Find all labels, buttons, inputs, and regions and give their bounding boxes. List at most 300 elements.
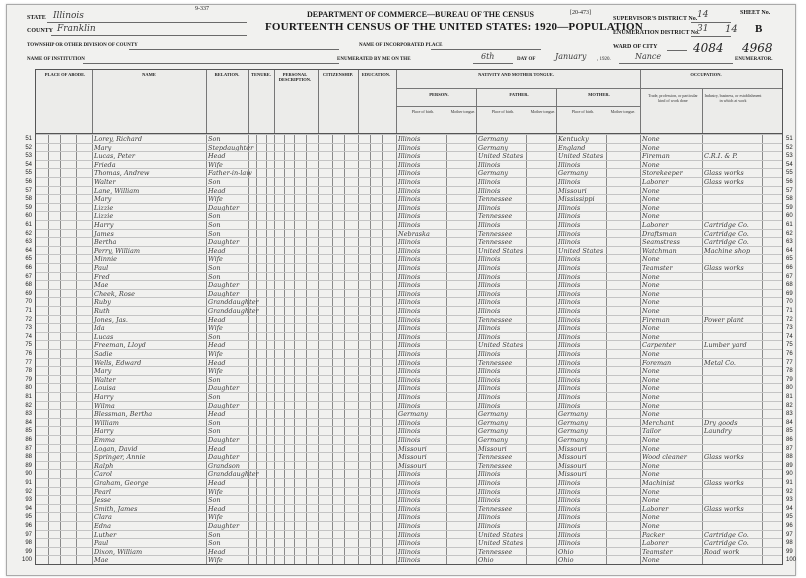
- group-place-of-abode: PLACE OF ABODE.: [44, 72, 86, 77]
- cell-relation: Head: [208, 410, 226, 419]
- cell-name: Lucas: [94, 332, 114, 341]
- cell-mother-birthplace: Missouri: [558, 186, 587, 195]
- cell-mother-birthplace: Illinois: [558, 401, 581, 410]
- line-number-right: 54: [786, 161, 793, 168]
- line-number: 86: [25, 437, 32, 443]
- line-number: 52: [25, 144, 32, 151]
- cell-father-birthplace: Illinois: [478, 367, 501, 376]
- cell-mother-birthplace: Illinois: [558, 479, 581, 487]
- cell-birthplace: Illinois: [398, 496, 421, 505]
- ed-label: ENUMERATION DISTRICT No.: [613, 30, 700, 36]
- cell-occupation: Laborer: [642, 539, 669, 548]
- cell-relation: Grandson: [208, 461, 240, 470]
- line-number-right: 96: [786, 523, 793, 529]
- cell-occupation: None: [642, 350, 660, 358]
- cell-name: Blessman, Bertha: [94, 410, 153, 419]
- cell-father-birthplace: Ohio: [478, 556, 494, 565]
- cell-name: Edna: [94, 522, 111, 530]
- county-value: Franklin: [57, 24, 96, 34]
- cell-name: Frieda: [94, 160, 116, 169]
- cell-birthplace: Illinois: [398, 401, 421, 410]
- cell-name: James: [94, 229, 114, 238]
- hdr-rule: [396, 88, 640, 89]
- line-number-right: 52: [786, 144, 793, 151]
- cell-father-birthplace: Germany: [478, 418, 509, 427]
- cell-birthplace: Illinois: [398, 135, 421, 143]
- cell-mother-birthplace: Germany: [558, 169, 589, 178]
- cell-relation: Head: [208, 315, 226, 324]
- cell-mother-birthplace: United States: [558, 246, 604, 255]
- group-name: NAME: [142, 72, 156, 77]
- cell-father-birthplace: Tennessee: [478, 195, 513, 204]
- cell-relation: Wife: [208, 324, 223, 333]
- cell-industry: Machine shop: [704, 246, 751, 255]
- line-number: 72: [25, 316, 32, 323]
- cell-occupation: Fireman: [642, 152, 670, 161]
- line-number: 51: [25, 136, 32, 142]
- hdr-rule: [206, 70, 207, 134]
- cell-relation: Son: [208, 212, 221, 221]
- cell-birthplace: Illinois: [398, 238, 421, 247]
- cell-father-birthplace: Germany: [478, 436, 509, 444]
- cell-birthplace: Illinois: [398, 427, 421, 436]
- line-number: 54: [25, 161, 32, 168]
- cell-name: Mary: [94, 367, 112, 376]
- cell-industry: Glass works: [704, 264, 744, 272]
- line-number-right: 75: [786, 342, 793, 349]
- hdr-rule: [556, 88, 557, 134]
- cell-mother-birthplace: Illinois: [558, 539, 581, 548]
- line-number: 75: [25, 342, 32, 349]
- cell-name: Harry: [94, 221, 114, 229]
- cell-father-birthplace: Tennessee: [478, 461, 513, 470]
- cell-mother-birthplace: Ohio: [558, 547, 574, 556]
- cell-birthplace: Illinois: [398, 332, 421, 341]
- line-number-right: 61: [786, 222, 793, 228]
- year-printed: , 1920.: [597, 57, 611, 62]
- line-number-right: 88: [786, 454, 793, 461]
- cell-father-birthplace: Illinois: [478, 393, 501, 401]
- cell-relation: Son: [208, 272, 221, 281]
- line-number: 58: [25, 196, 32, 203]
- cell-relation: Wife: [208, 556, 223, 565]
- cell-father-birthplace: Illinois: [478, 298, 501, 307]
- line-number: 65: [25, 256, 32, 263]
- ward-label: WARD OF CITY: [613, 44, 658, 50]
- group-education: EDUCATION.: [361, 72, 391, 77]
- cell-industry: Glass works: [704, 178, 744, 186]
- township-underline: [129, 49, 339, 50]
- line-number: 98: [25, 540, 32, 547]
- cell-occupation: None: [642, 436, 660, 444]
- cell-mother-birthplace: Illinois: [558, 504, 581, 513]
- cell-mother-birthplace: Germany: [558, 427, 589, 436]
- cell-birthplace: Illinois: [398, 298, 421, 307]
- supervisor-underline: [691, 22, 731, 23]
- cell-birthplace: Illinois: [398, 341, 421, 350]
- county-underline: [51, 35, 247, 36]
- line-number: 60: [25, 213, 32, 220]
- hdr-rule: [358, 70, 359, 134]
- cell-name: Paul: [94, 264, 109, 272]
- cell-name: Bertha: [94, 238, 117, 247]
- cell-birthplace: Illinois: [398, 203, 421, 212]
- cell-occupation: Laborer: [642, 504, 669, 513]
- line-number: 94: [25, 505, 32, 512]
- cell-mother-birthplace: Illinois: [558, 384, 581, 393]
- cell-occupation: None: [642, 496, 660, 505]
- cell-mother-birthplace: Illinois: [558, 307, 581, 315]
- cell-relation: Wife: [208, 350, 223, 358]
- day-of-label: DAY OF: [517, 57, 536, 62]
- line-number-right: 59: [786, 204, 793, 211]
- cell-relation: Daughter: [208, 522, 240, 530]
- line-number: 83: [25, 411, 32, 418]
- cell-mother-birthplace: Illinois: [558, 289, 581, 298]
- cell-relation: Daughter: [208, 203, 240, 212]
- cell-mother-birthplace: Illinois: [558, 358, 581, 367]
- cell-name: Walter: [94, 178, 116, 186]
- cell-name: Emma: [94, 436, 115, 444]
- table-row: [21, 555, 797, 565]
- cell-occupation: None: [642, 367, 660, 376]
- cell-father-birthplace: Illinois: [478, 186, 501, 195]
- line-number-right: 89: [786, 462, 793, 469]
- cell-occupation: None: [642, 135, 660, 143]
- cell-occupation: None: [642, 186, 660, 195]
- nativity-mother: MOTHER.: [588, 92, 610, 97]
- hdr-rule: [248, 70, 249, 134]
- group-nativity: NATIVITY AND MOTHER TONGUE.: [478, 72, 554, 77]
- cell-relation: Head: [208, 358, 226, 367]
- cell-occupation: None: [642, 393, 660, 401]
- cell-father-birthplace: Illinois: [478, 178, 501, 186]
- cell-name: Mary: [94, 143, 112, 152]
- cell-name: Jones, Jas.: [94, 315, 128, 324]
- line-number-right: 99: [786, 548, 793, 555]
- cell-occupation: None: [642, 255, 660, 264]
- cell-relation: Wife: [208, 367, 223, 376]
- cell-occupation: Tailor: [642, 427, 661, 436]
- line-number: 95: [25, 514, 32, 521]
- cell-relation: Wife: [208, 513, 223, 522]
- line-number-right: 66: [786, 265, 793, 271]
- cell-relation: Son: [208, 539, 221, 548]
- cell-name: Luther: [94, 530, 117, 539]
- line-number-right: 92: [786, 488, 793, 495]
- cell-father-birthplace: United States: [478, 152, 524, 161]
- cell-relation: Daughter: [208, 289, 240, 298]
- month-value: January: [555, 52, 587, 61]
- cell-birthplace: Illinois: [398, 367, 421, 376]
- enumerated-label: ENUMERATED BY ME ON THE: [337, 57, 411, 62]
- cell-father-birthplace: Illinois: [478, 289, 501, 298]
- cell-mother-birthplace: Illinois: [558, 496, 581, 505]
- cell-father-birthplace: Illinois: [478, 496, 501, 505]
- cell-name: Paul: [94, 539, 109, 548]
- enumerator-label: ENUMERATOR.: [735, 57, 773, 62]
- cell-occupation: None: [642, 143, 660, 152]
- line-number-right: 90: [786, 471, 793, 478]
- cell-name: Thomas, Andrew: [94, 169, 150, 178]
- county-label: COUNTY: [27, 28, 54, 34]
- cell-name: Freeman, Lloyd: [94, 341, 146, 350]
- cell-relation: Son: [208, 393, 221, 401]
- cell-relation: Head: [208, 504, 226, 513]
- cell-mother-birthplace: Illinois: [558, 203, 581, 212]
- cell-birthplace: Illinois: [398, 384, 421, 393]
- cell-mother-birthplace: Illinois: [558, 522, 581, 530]
- line-number: 71: [25, 308, 32, 314]
- cell-occupation: None: [642, 324, 660, 333]
- cell-relation: Son: [208, 135, 221, 143]
- cell-mother-birthplace: Missouri: [558, 470, 587, 479]
- cell-occupation: None: [642, 410, 660, 419]
- cell-mother-birthplace: Illinois: [558, 341, 581, 350]
- cell-relation: Head: [208, 186, 226, 195]
- line-number-right: 86: [786, 437, 793, 443]
- cell-birthplace: Illinois: [398, 375, 421, 384]
- line-number: 87: [25, 445, 32, 452]
- incorporated-underline: [431, 49, 541, 50]
- cell-occupation: Laborer: [642, 178, 669, 186]
- cell-occupation: None: [642, 272, 660, 281]
- cell-name: Lizzie: [94, 212, 114, 221]
- line-number: 57: [25, 187, 32, 194]
- cell-industry: Glass works: [704, 479, 744, 487]
- cell-birthplace: Illinois: [398, 152, 421, 161]
- cell-industry: Dry goods: [704, 418, 738, 427]
- cell-mother-birthplace: Ohio: [558, 556, 574, 565]
- cell-occupation: Wood cleaner: [642, 453, 687, 462]
- line-number-right: 82: [786, 402, 793, 409]
- cell-name: Lane, William: [94, 186, 140, 195]
- cell-relation: Granddaughter: [208, 470, 259, 479]
- line-number-right: 91: [786, 480, 793, 486]
- cell-name: Lizzie: [94, 203, 114, 212]
- cell-birthplace: Illinois: [398, 195, 421, 204]
- cell-mother-birthplace: Missouri: [558, 461, 587, 470]
- cell-relation: Daughter: [208, 436, 240, 444]
- cell-relation: Son: [208, 496, 221, 505]
- cell-relation: Stepdaughter: [208, 143, 254, 152]
- cell-relation: Daughter: [208, 238, 240, 247]
- cell-name: Louisa: [94, 384, 116, 393]
- line-number-right: 67: [786, 273, 793, 280]
- cell-relation: Son: [208, 221, 221, 229]
- census-grid: [21, 133, 797, 565]
- cell-birthplace: Illinois: [398, 479, 421, 487]
- line-number: 68: [25, 282, 32, 289]
- line-number-right: 73: [786, 325, 793, 332]
- cell-birthplace: Missouri: [398, 461, 427, 470]
- ed-value: 31: [697, 24, 709, 34]
- form-code-right: [20-473]: [570, 10, 591, 16]
- cell-name: Graham, George: [94, 479, 149, 487]
- cell-occupation: None: [642, 444, 660, 453]
- cell-occupation: None: [642, 513, 660, 522]
- cell-relation: Head: [208, 341, 226, 350]
- cell-birthplace: Illinois: [398, 522, 421, 530]
- line-number: 61: [25, 222, 32, 228]
- column-header-band: [35, 69, 783, 134]
- cell-name: Ruth: [94, 307, 110, 315]
- cell-father-birthplace: Tennessee: [478, 358, 513, 367]
- cell-occupation: None: [642, 401, 660, 410]
- cell-name: Carol: [94, 470, 112, 479]
- cell-mother-birthplace: Illinois: [558, 393, 581, 401]
- cell-mother-birthplace: Germany: [558, 418, 589, 427]
- line-number-right: 76: [786, 351, 793, 357]
- cell-occupation: None: [642, 522, 660, 530]
- cell-industry: C.R.I. & P.: [704, 152, 738, 161]
- enumerator-underline: [619, 63, 733, 64]
- cell-relation: Granddaughter: [208, 298, 259, 307]
- cell-industry: Lumber yard: [704, 341, 747, 350]
- line-number: 93: [25, 497, 32, 504]
- hdr-rule: [92, 70, 93, 134]
- cell-relation: Son: [208, 264, 221, 272]
- cell-occupation: None: [642, 289, 660, 298]
- form-code-left: 9-337: [195, 6, 209, 12]
- cell-name: Sadie: [94, 350, 113, 358]
- cell-name: Mary: [94, 195, 112, 204]
- cell-birthplace: Illinois: [398, 315, 421, 324]
- line-number: 90: [25, 471, 32, 478]
- cell-name: Pearl: [94, 487, 111, 496]
- cell-relation: Head: [208, 547, 226, 556]
- cell-father-birthplace: Tennessee: [478, 212, 513, 221]
- cell-birthplace: Germany: [398, 410, 429, 419]
- hdr-rule: [640, 88, 782, 89]
- cell-occupation: Machinist: [642, 479, 675, 487]
- cell-birthplace: Illinois: [398, 504, 421, 513]
- cell-father-birthplace: Illinois: [478, 384, 501, 393]
- hdr-rule: [274, 70, 275, 134]
- line-number: 63: [25, 239, 32, 246]
- cell-birthplace: Illinois: [398, 358, 421, 367]
- cell-relation: Father-in-law: [208, 169, 252, 178]
- enumerated-day-underline: [473, 63, 513, 64]
- cell-father-birthplace: Illinois: [478, 401, 501, 410]
- institution-label: NAME OF INSTITUTION: [27, 57, 85, 62]
- nativity-col-4: Mother tongue.: [530, 109, 556, 114]
- line-number: 80: [25, 385, 32, 392]
- cell-relation: Son: [208, 418, 221, 427]
- line-number: 59: [25, 204, 32, 211]
- sheet-label: SHEET No.: [740, 10, 771, 16]
- cell-father-birthplace: Illinois: [478, 255, 501, 264]
- occupation-col-industry: Industry, business, or establishment in which at work: [704, 93, 762, 103]
- cell-occupation: None: [642, 203, 660, 212]
- cell-father-birthplace: Missouri: [478, 444, 507, 453]
- cell-father-birthplace: Illinois: [478, 350, 501, 358]
- supervisor-label: SUPERVISOR'S DISTRICT No.: [613, 16, 698, 22]
- cell-name: Lorey, Richard: [94, 135, 143, 143]
- cell-relation: Son: [208, 427, 221, 436]
- cell-occupation: None: [642, 307, 660, 315]
- cell-occupation: Storekeeper: [642, 169, 683, 178]
- cell-occupation: None: [642, 487, 660, 496]
- cell-relation: Wife: [208, 255, 223, 264]
- hdr-rule: [476, 88, 477, 134]
- cell-father-birthplace: Germany: [478, 410, 509, 419]
- cell-occupation: Fireman: [642, 315, 670, 324]
- cell-birthplace: Illinois: [398, 178, 421, 186]
- cell-name: Ruby: [94, 298, 111, 307]
- cell-birthplace: Illinois: [398, 350, 421, 358]
- stamp-extra: 4968: [742, 41, 773, 55]
- cell-father-birthplace: Illinois: [478, 487, 501, 496]
- cell-birthplace: Illinois: [398, 212, 421, 221]
- line-number: 74: [25, 333, 32, 340]
- form-title: FOURTEENTH CENSUS OF THE UNITED STATES: 1920—POPULATION: [265, 21, 643, 33]
- cell-father-birthplace: Illinois: [478, 332, 501, 341]
- cell-birthplace: Missouri: [398, 444, 427, 453]
- cell-relation: Head: [208, 246, 226, 255]
- cell-name: Smith, James: [94, 504, 138, 513]
- cell-father-birthplace: Illinois: [478, 513, 501, 522]
- cell-occupation: None: [642, 556, 660, 565]
- cell-industry: Cartridge Co.: [704, 539, 749, 548]
- cell-father-birthplace: Illinois: [478, 522, 501, 530]
- cell-occupation: Teamster: [642, 547, 673, 556]
- cell-name: Wilma: [94, 401, 115, 410]
- cell-father-birthplace: Tennessee: [478, 315, 513, 324]
- hdr-rule: [702, 88, 703, 134]
- cell-relation: Daughter: [208, 384, 240, 393]
- hdr-rule: [396, 70, 397, 134]
- cell-occupation: Watchman: [642, 246, 677, 255]
- line-number-right: 62: [786, 230, 793, 237]
- cell-father-birthplace: Illinois: [478, 221, 501, 229]
- agency-title: DEPARTMENT OF COMMERCE—BUREAU OF THE CENSUS: [307, 10, 534, 19]
- enumerated-day: 6th: [481, 52, 495, 61]
- cell-father-birthplace: Illinois: [478, 203, 501, 212]
- line-number: 77: [25, 359, 32, 366]
- cell-father-birthplace: Germany: [478, 135, 509, 143]
- cell-relation: Son: [208, 178, 221, 186]
- cell-father-birthplace: Illinois: [478, 281, 501, 290]
- cell-occupation: Merchant: [642, 418, 675, 427]
- nativity-father: FATHER.: [509, 92, 529, 97]
- line-number-right: 53: [786, 153, 793, 160]
- cell-industry: Cartridge Co.: [704, 221, 749, 229]
- cell-mother-birthplace: Illinois: [558, 160, 581, 169]
- cell-mother-birthplace: Illinois: [558, 350, 581, 358]
- cell-birthplace: Illinois: [398, 307, 421, 315]
- cell-birthplace: Illinois: [398, 264, 421, 272]
- nativity-col-5: Place of birth.: [571, 109, 595, 114]
- cell-occupation: None: [642, 384, 660, 393]
- cell-father-birthplace: Illinois: [478, 272, 501, 281]
- line-number-right: 94: [786, 505, 793, 512]
- line-number: 100: [21, 557, 32, 564]
- cell-relation: Son: [208, 332, 221, 341]
- line-number-right: 93: [786, 497, 793, 504]
- cell-birthplace: Illinois: [398, 221, 421, 229]
- cell-birthplace: Illinois: [398, 246, 421, 255]
- hdr-rule: [640, 70, 641, 134]
- cell-father-birthplace: Illinois: [478, 324, 501, 333]
- cell-industry: Glass works: [704, 453, 744, 462]
- ed-underline: [691, 36, 731, 37]
- line-number: 99: [25, 548, 32, 555]
- hdr-rule: [318, 70, 319, 134]
- nativity-col-3: Place of birth.: [491, 109, 515, 114]
- cell-birthplace: Illinois: [398, 160, 421, 169]
- cell-relation: Daughter: [208, 281, 240, 290]
